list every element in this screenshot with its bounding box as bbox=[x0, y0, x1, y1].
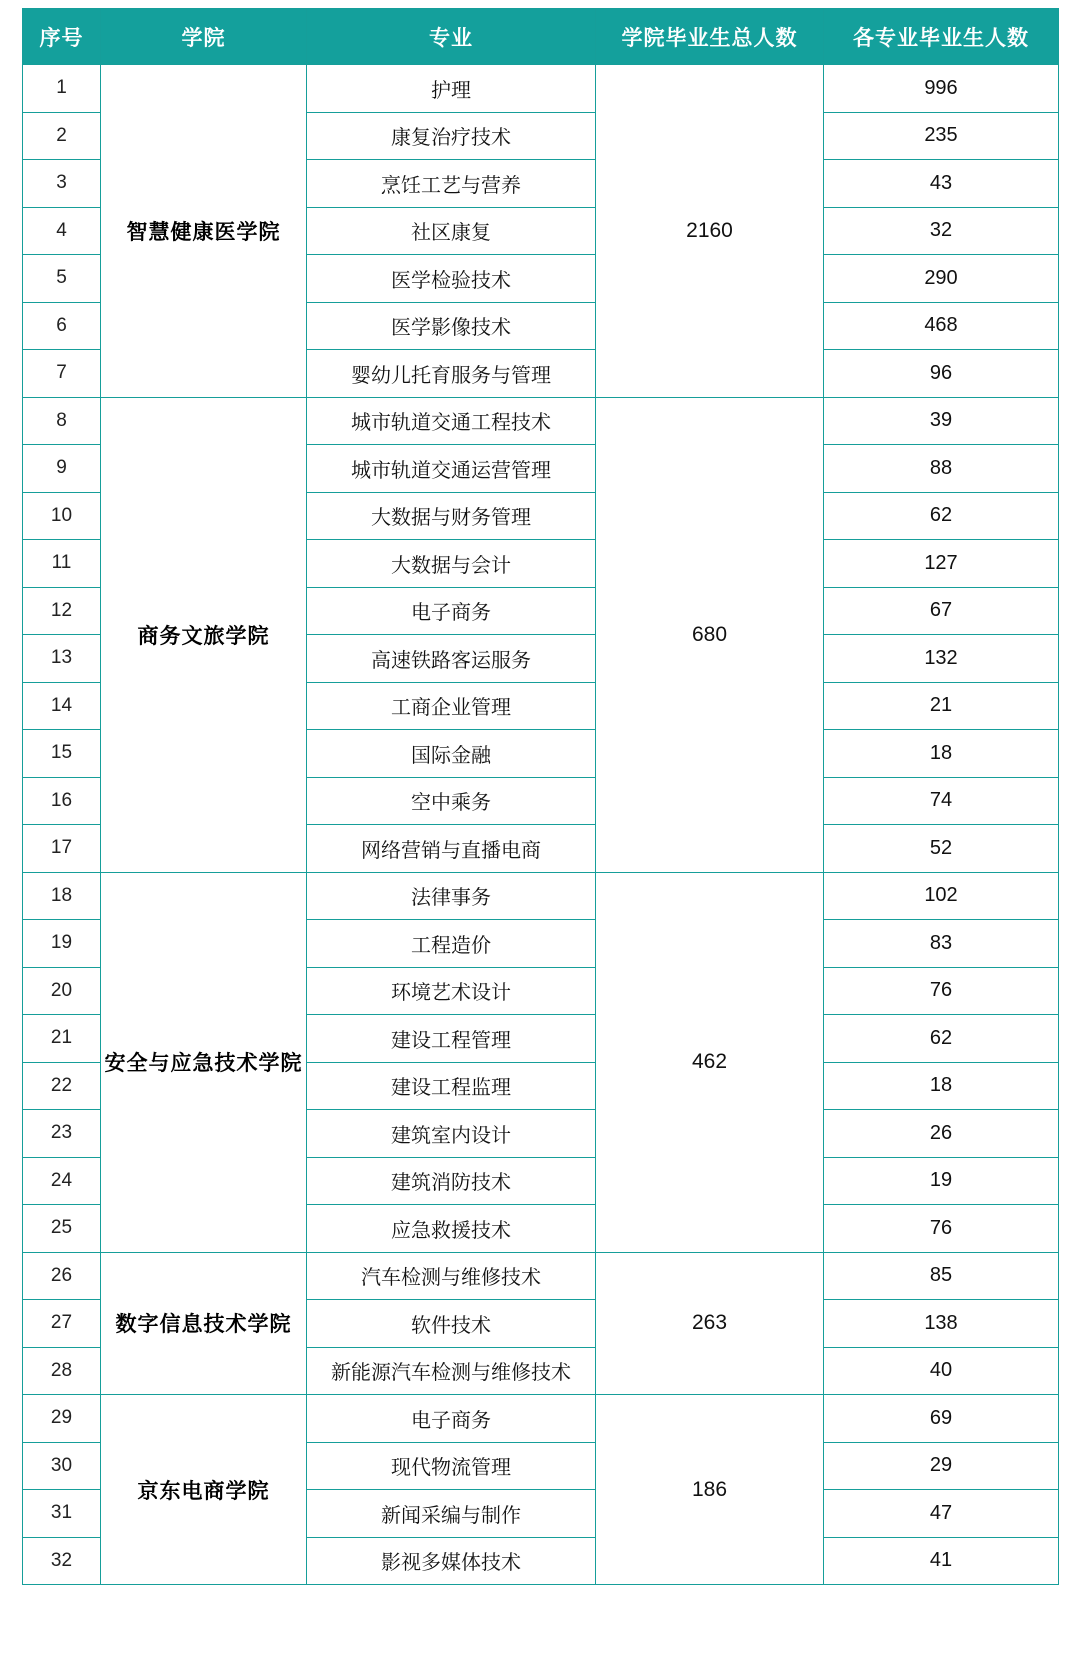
cell-index: 11 bbox=[23, 540, 101, 588]
cell-major-count: 18 bbox=[824, 1062, 1059, 1110]
table-row bbox=[23, 65, 1059, 113]
cell-major: 医学影像技术 bbox=[307, 302, 596, 350]
cell-index: 8 bbox=[23, 397, 101, 445]
cell-major-count: 62 bbox=[824, 1015, 1059, 1063]
cell-index: 31 bbox=[23, 1490, 101, 1538]
cell-major: 婴幼儿托育服务与管理 bbox=[307, 350, 596, 398]
cell-major: 建设工程管理 bbox=[307, 1015, 596, 1063]
cell-index: 6 bbox=[23, 302, 101, 350]
cell-major: 烹饪工艺与营养 bbox=[307, 160, 596, 208]
cell-major-count: 468 bbox=[824, 302, 1059, 350]
cell-major: 法律事务 bbox=[307, 872, 596, 920]
column-header-major: 专业 bbox=[307, 9, 596, 65]
cell-major: 应急救援技术 bbox=[307, 1205, 596, 1253]
cell-major: 建筑室内设计 bbox=[307, 1110, 596, 1158]
cell-major: 工程造价 bbox=[307, 920, 596, 968]
cell-major-count: 39 bbox=[824, 397, 1059, 445]
cell-index: 22 bbox=[23, 1062, 101, 1110]
cell-major: 社区康复 bbox=[307, 207, 596, 255]
cell-major: 工商企业管理 bbox=[307, 682, 596, 730]
cell-major-count: 67 bbox=[824, 587, 1059, 635]
cell-index: 4 bbox=[23, 207, 101, 255]
cell-major-count: 85 bbox=[824, 1252, 1059, 1300]
cell-index: 26 bbox=[23, 1252, 101, 1300]
cell-major-count: 69 bbox=[824, 1395, 1059, 1443]
cell-major: 高速铁路客运服务 bbox=[307, 635, 596, 683]
graduates-table bbox=[22, 8, 1059, 1585]
cell-major-count: 43 bbox=[824, 160, 1059, 208]
cell-major-count: 74 bbox=[824, 777, 1059, 825]
cell-major-count: 102 bbox=[824, 872, 1059, 920]
cell-major-count: 996 bbox=[824, 65, 1059, 113]
cell-index: 3 bbox=[23, 160, 101, 208]
cell-school: 京东电商学院 bbox=[101, 1395, 307, 1585]
cell-major: 医学检验技术 bbox=[307, 255, 596, 303]
cell-school-total: 680 bbox=[596, 397, 824, 872]
cell-index: 12 bbox=[23, 587, 101, 635]
cell-major-count: 62 bbox=[824, 492, 1059, 540]
cell-index: 17 bbox=[23, 825, 101, 873]
cell-major: 建设工程监理 bbox=[307, 1062, 596, 1110]
cell-school-total: 462 bbox=[596, 872, 824, 1252]
cell-major: 软件技术 bbox=[307, 1300, 596, 1348]
table-row bbox=[23, 397, 1059, 445]
cell-major-count: 26 bbox=[824, 1110, 1059, 1158]
cell-major-count: 18 bbox=[824, 730, 1059, 778]
cell-index: 20 bbox=[23, 967, 101, 1015]
cell-major: 影视多媒体技术 bbox=[307, 1537, 596, 1585]
cell-index: 23 bbox=[23, 1110, 101, 1158]
cell-index: 15 bbox=[23, 730, 101, 778]
cell-major-count: 21 bbox=[824, 682, 1059, 730]
cell-index: 7 bbox=[23, 350, 101, 398]
table-header bbox=[23, 9, 1059, 65]
cell-school: 数字信息技术学院 bbox=[101, 1252, 307, 1395]
cell-major-count: 41 bbox=[824, 1537, 1059, 1585]
cell-major-count: 76 bbox=[824, 967, 1059, 1015]
cell-major-count: 235 bbox=[824, 112, 1059, 160]
cell-school-total: 186 bbox=[596, 1395, 824, 1585]
cell-major-count: 83 bbox=[824, 920, 1059, 968]
table-row bbox=[23, 1252, 1059, 1300]
cell-school: 安全与应急技术学院 bbox=[101, 872, 307, 1252]
column-header-major-count: 各专业毕业生人数 bbox=[824, 9, 1059, 65]
column-header-school-total: 学院毕业生总人数 bbox=[596, 9, 824, 65]
table-row bbox=[23, 1395, 1059, 1443]
cell-index: 21 bbox=[23, 1015, 101, 1063]
column-header-school: 学院 bbox=[101, 9, 307, 65]
cell-index: 18 bbox=[23, 872, 101, 920]
cell-major: 新闻采编与制作 bbox=[307, 1490, 596, 1538]
cell-major-count: 290 bbox=[824, 255, 1059, 303]
cell-major: 康复治疗技术 bbox=[307, 112, 596, 160]
cell-school: 智慧健康医学院 bbox=[101, 65, 307, 398]
cell-index: 29 bbox=[23, 1395, 101, 1443]
cell-major-count: 29 bbox=[824, 1442, 1059, 1490]
cell-major: 大数据与会计 bbox=[307, 540, 596, 588]
cell-major-count: 52 bbox=[824, 825, 1059, 873]
cell-index: 27 bbox=[23, 1300, 101, 1348]
cell-major: 大数据与财务管理 bbox=[307, 492, 596, 540]
cell-index: 10 bbox=[23, 492, 101, 540]
cell-index: 9 bbox=[23, 445, 101, 493]
cell-major-count: 19 bbox=[824, 1157, 1059, 1205]
cell-index: 28 bbox=[23, 1347, 101, 1395]
cell-index: 24 bbox=[23, 1157, 101, 1205]
cell-major-count: 127 bbox=[824, 540, 1059, 588]
cell-major-count: 47 bbox=[824, 1490, 1059, 1538]
cell-major: 汽车检测与维修技术 bbox=[307, 1252, 596, 1300]
cell-index: 14 bbox=[23, 682, 101, 730]
cell-major-count: 40 bbox=[824, 1347, 1059, 1395]
cell-major: 城市轨道交通工程技术 bbox=[307, 397, 596, 445]
cell-index: 32 bbox=[23, 1537, 101, 1585]
cell-index: 1 bbox=[23, 65, 101, 113]
cell-index: 5 bbox=[23, 255, 101, 303]
cell-major-count: 76 bbox=[824, 1205, 1059, 1253]
cell-major-count: 132 bbox=[824, 635, 1059, 683]
cell-major: 网络营销与直播电商 bbox=[307, 825, 596, 873]
cell-index: 2 bbox=[23, 112, 101, 160]
cell-major: 建筑消防技术 bbox=[307, 1157, 596, 1205]
cell-major: 护理 bbox=[307, 65, 596, 113]
cell-major-count: 32 bbox=[824, 207, 1059, 255]
cell-school-total: 2160 bbox=[596, 65, 824, 398]
cell-major: 空中乘务 bbox=[307, 777, 596, 825]
column-header-index: 序号 bbox=[23, 9, 101, 65]
cell-major: 现代物流管理 bbox=[307, 1442, 596, 1490]
cell-index: 19 bbox=[23, 920, 101, 968]
cell-index: 30 bbox=[23, 1442, 101, 1490]
table-body bbox=[23, 65, 1059, 1585]
cell-major: 电子商务 bbox=[307, 587, 596, 635]
cell-major: 新能源汽车检测与维修技术 bbox=[307, 1347, 596, 1395]
cell-index: 16 bbox=[23, 777, 101, 825]
cell-major-count: 138 bbox=[824, 1300, 1059, 1348]
table-row bbox=[23, 872, 1059, 920]
cell-index: 13 bbox=[23, 635, 101, 683]
cell-major: 电子商务 bbox=[307, 1395, 596, 1443]
cell-school-total: 263 bbox=[596, 1252, 824, 1395]
cell-major-count: 96 bbox=[824, 350, 1059, 398]
cell-school: 商务文旅学院 bbox=[101, 397, 307, 872]
cell-major: 环境艺术设计 bbox=[307, 967, 596, 1015]
cell-major-count: 88 bbox=[824, 445, 1059, 493]
table-header-row bbox=[23, 9, 1059, 65]
cell-index: 25 bbox=[23, 1205, 101, 1253]
cell-major: 城市轨道交通运营管理 bbox=[307, 445, 596, 493]
cell-major: 国际金融 bbox=[307, 730, 596, 778]
